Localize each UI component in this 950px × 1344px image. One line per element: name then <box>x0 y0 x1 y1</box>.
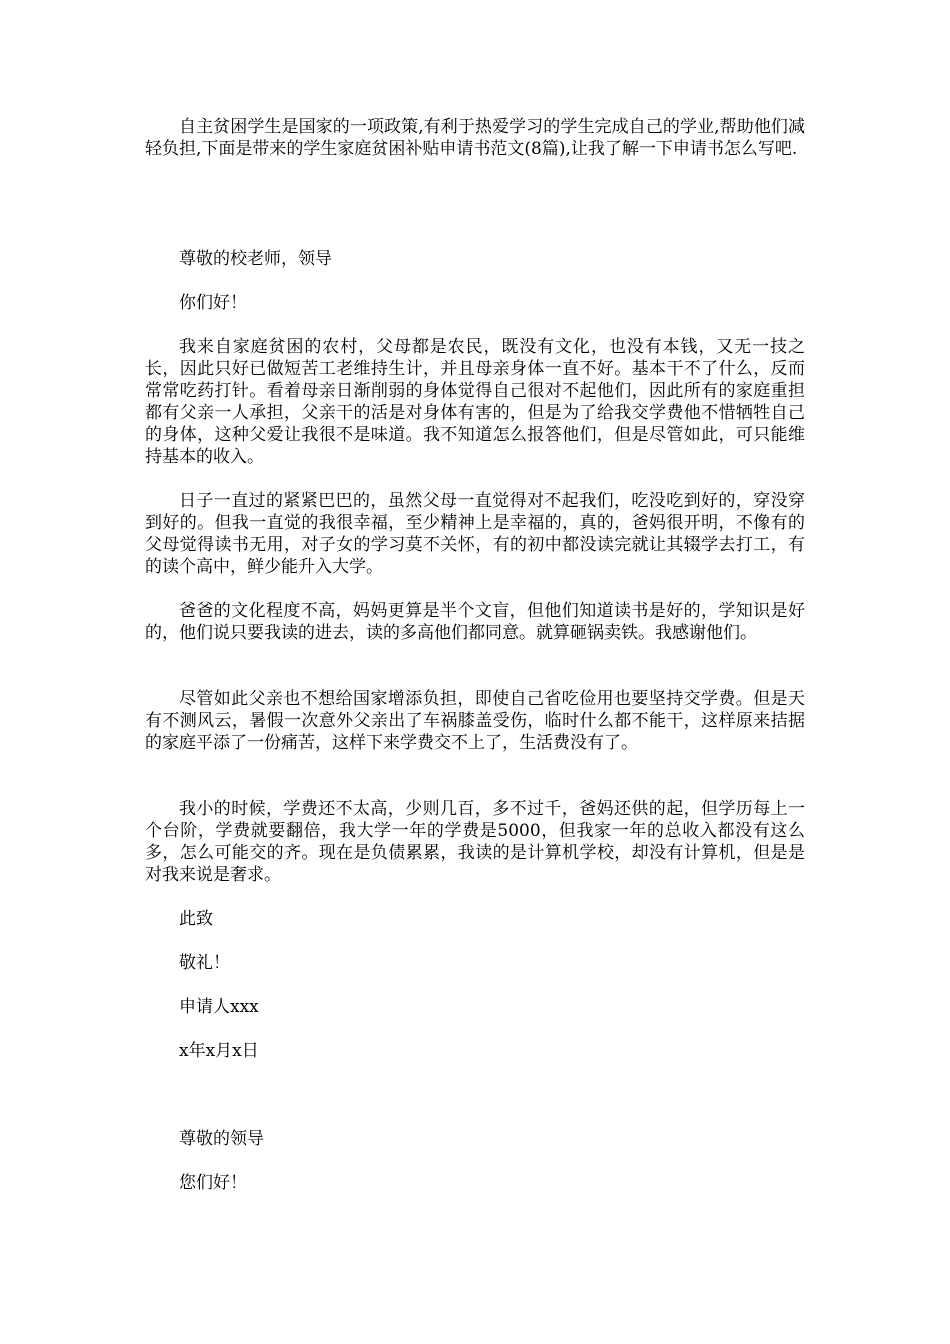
letter1-closing-1: 此致 <box>179 909 213 929</box>
letter1-closing-2: 敬礼！ <box>179 953 230 973</box>
letter1-paragraph-3: 爸爸的文化程度不高，妈妈更算是半个文盲，但他们知道读书是好的，学知识是好的，他们说只要我读的进去，读的多高他们都同意。就算砸锅卖铁。我感谢他们。 <box>145 601 805 643</box>
letter1-paragraph-1: 我来自家庭贫困的农村，父母都是农民，既没有文化，也没有本钱，又无一技之长，因此只好已做短苦工老维持生计，并且母亲身体一直不好。基本干不了什么，反而常常吃药打针。看着母亲日渐削弱的身体觉得自己很对不起他们，因此所有的家庭重担都有父亲一人承担，父亲干的活是对身体有害的，但是为了给我交学费他不惜牺牲自己的身体，这种父爱让我很不是味道。我不知道怎么报答他们，但是尽管如此，可只能维持基本的收入。 <box>145 337 805 467</box>
letter1-salutation: 尊敬的校老师，领导 <box>179 249 332 269</box>
letter2-salutation: 尊敬的领导 <box>179 1129 264 1149</box>
letter1-paragraph-4: 尽管如此父亲也不想给国家增添负担，即使自己省吃俭用也要坚持交学费。但是天有不测风云，暑假一次意外父亲出了车祸膝盖受伤，临时什么都不能干，这样原来拮据的家庭平添了一份痛苦，这样下来学费交不上了，生活费没有了。 <box>145 689 805 753</box>
letter1-date: x年x月x日 <box>179 1041 259 1061</box>
letter1-greeting: 你们好！ <box>179 293 247 313</box>
intro-paragraph: 自主贫困学生是国家的一项政策,有利于热爱学习的学生完成自己的学业,帮助他们减轻负担,下面是带来的学生家庭贫困补贴申请书范文(8篇),让我了解一下申请书怎么写吧. <box>145 117 805 159</box>
letter1-signer: 申请人xxx <box>179 997 259 1017</box>
letter1-paragraph-2: 日子一直过的紧紧巴巴的，虽然父母一直觉得对不起我们，吃没吃到好的，穿没穿到好的。但我一直觉的我很幸福，至少精神上是幸福的，真的，爸妈很开明，不像有的父母觉得读书无用，对子女的学习莫不关怀，有的初中都没读完就让其辍学去打工，有的读个高中，鲜少能升入大学。 <box>145 491 805 577</box>
letter2-greeting: 您们好！ <box>179 1173 247 1193</box>
letter1-paragraph-5: 我小的时候，学费还不太高，少则几百，多不过千，爸妈还供的起，但学历每上一个台阶，学费就要翻倍，我大学一年的学费是5000，但我家一年的总收入都没有这么多，怎么可能交的齐。现在是负债累累，我读的是计算机学校，却没有计算机，但是是对我来说是奢求。 <box>145 799 805 885</box>
